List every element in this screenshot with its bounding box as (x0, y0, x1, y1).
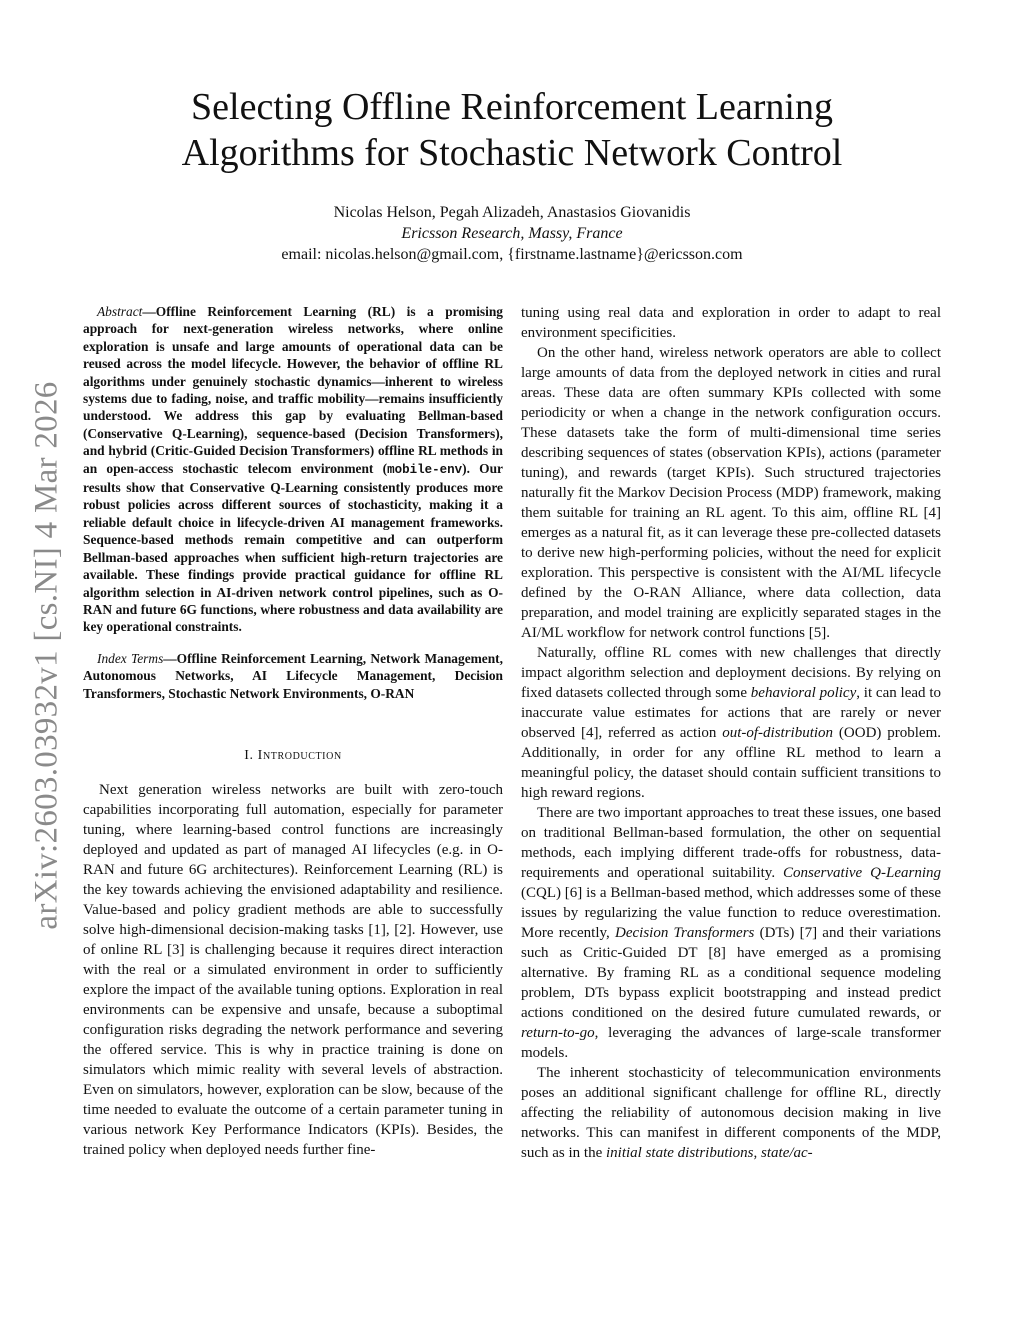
abstract-lead: Abstract (97, 304, 143, 319)
index-terms (83, 650, 503, 702)
p5-text-b: , (753, 1145, 762, 1161)
section-heading-introduction: I. Introduction (244, 747, 342, 763)
index-terms-text: —Offline Reinforcement Learning, Network Management, Autonomous Networks, AI Lifecycle Management, Decision Transformers, Stochastic Network Environments, O-RAN (83, 650, 503, 701)
index-terms-lead: Index Terms (97, 650, 164, 666)
p3-em-behavioral-policy: behavioral policy (750, 685, 857, 701)
p3-text-a: Naturally, offline RL comes with new challenges that directly impact algorithm selection and deployment decisions. By relying on fixed datasets collected through some (521, 645, 941, 701)
paper-title: Selecting Offline Reinforcement Learning Algorithms for Stochastic Network Control (181, 86, 843, 174)
intro-paragraph-5 (521, 1063, 941, 1163)
intro-paragraph-3 (521, 643, 941, 803)
p4-text-d: , leveraging the advances of large-scale transformer models. (521, 1025, 941, 1061)
p3-em-ood: out-of-distribution (722, 725, 834, 741)
abstract-text-1: —Offline Reinforcement Learning (RL) is a promising approach for next-generation wireless networks, where online exploration is unsafe and large amounts of operational data can be reused across the model lifecycle. However, the behavior of offline RL algorithms under genuinely stochastic dynamics—inherent to wireless systems due to fading, noise, and traffic mobility—remains insufficiently understood. We address this gap by evaluating Bellman-based (Conservative Q-Learning), sequence-based (Decision Transformers), and hybrid (Critic-Guided Decision Transformers) offline RL methods in an open-access stochastic telecom environment ( (83, 304, 503, 476)
p4-text-a: There are two important approaches to treat these issues, one based on traditional Bellman-based formulation, the other on sequential methods, each implying different trade-offs for robustness, data-requirements and operational suitability. (521, 805, 941, 881)
p4-text-b: (CQL) [6] is a Bellman-based method, which addresses some of these issues by regularizing the value function to reduce overestimation. More recently, (521, 885, 941, 941)
p3-text-c: (OOD) problem. Additionally, in order for any offline RL method to learn a meaningful policy, the dataset should contain sufficient transitions to high reward regions. (521, 725, 941, 801)
p5-text-a: The inherent stochasticity of telecommunication environments poses an additional significant challenge for offline RL, directly affecting the reliability of autonomous decision making in live networks. This can manifest in different components of the MDP, such as in the (521, 1065, 941, 1161)
p4-em-cql: Conservative Q-Learning (783, 865, 941, 881)
intro-paragraph-4 (521, 803, 941, 1063)
right-column (521, 303, 941, 1163)
left-column (83, 303, 503, 1160)
p4-text-c: (DTs) [7] and their variations such as Critic-Guided DT [8] have emerged as a promising alternative. By framing RL as a conditional sequence modeling problem, DTs bypass explicit bootstrapping and instead predict actions conditioned on the desired future cumulated rewards, or (521, 925, 941, 1021)
arxiv-identifier-text: arXiv:2603.03932v1 [cs.NI] 4 Mar 2026 (28, 380, 65, 930)
abstract-code-env: mobile-env (387, 462, 463, 477)
arxiv-identifier-stamp (22, 360, 72, 950)
author-block (120, 202, 904, 265)
author-names: Nicolas Helson, Pegah Alizadeh, Anastasios Giovanidis (333, 204, 691, 221)
p4-em-rtg: return-to-go (521, 1025, 595, 1041)
p3-text-b: , it can lead to inaccurate value estimates for actions that are rarely or never observed [4], referred as action (521, 685, 941, 741)
intro-paragraph-2: On the other hand, wireless network operators are able to collect large amounts of data from the deployed network in cities and rural areas. These data are often summary KPIs collected with some periodicity or when a change in the network configuration occurs. These datasets take the form of multi-dimensional time series describing sequences of states (observation KPIs), actions (parameter tuning), and rewards (target KPIs). Such structured trajectories naturally fit the Markov Decision Process (MDP) framework, making them suitable for training an RL agent. To this aim, offline RL [4] emerges as a natural fit, as it can leverage these pre-collected datasets to derive new high-performing policies, without the need for explicit exploration. This perspective is consistent with the AI/ML lifecycle defined by the O-RAN Alliance, where data collection, data preparation, and model training are explicitly separated stages in the AI/ML workflow for network control functions [5]. (521, 345, 941, 641)
p4-em-dt: Decision Transformers (615, 925, 755, 941)
abstract-text-2: ). Our results show that Conservative Q-Learning consistently produces more robust policies across different sources of stochasticity, making it a reliable default choice in lifecycle-driven AI management frameworks. Sequence-based methods remain competitive and can outperform Bellman-based approaches when sufficient high-return trajectories are available. These findings provide practical guidance for offline RL algorithm selection in AI-driven network control pipelines, such as O-RAN and future 6G functions, where robustness and data availability are key operational constraints. (83, 460, 503, 635)
p5-em-state-action: state/ac- (761, 1145, 813, 1161)
author-email: email: nicolas.helson@gmail.com, {firstname.lastname}@ericsson.com (281, 246, 743, 263)
p5-em-initial-state: initial state distributions (605, 1145, 754, 1161)
abstract (83, 303, 503, 636)
intro-paragraph-continued: tuning using real data and exploration in order to adapt to real environment specificities. (521, 305, 941, 341)
author-affiliation: Ericsson Research, Massy, France (401, 225, 623, 242)
intro-paragraph-1: Next generation wireless networks are built with zero-touch capabilities incorporating full automation, especially for parameter tuning, where learning-based control functions are increasingly deployed and updated as part of managed AI lifecycles (e.g. in O-RAN and future 6G architectures). Reinforcement Learning (RL) is the key towards achieving the envisioned adaptability and resilience. Value-based and policy gradient methods are able to successfully solve high-dimensional decision-making tasks [1], [2]. However, use of online RL [3] is challenging because it requires direct interaction with the real or a simulated environment in order to sufficiently explore the impact of the available tuning options. Exploration in real environments can be expensive and unsafe, because a suboptimal configuration risks degrading the network performance and severing the offered service. This is why in practice training is done on simulators which mimic reality with several levels of abstraction. Even on simulators, however, exploration can be slow, because of the time needed to evaluate the outcome of a certain parameter tuning in various network Key Performance Indicators (KPIs). Besides, the trained policy when deployed needs further fine- (83, 781, 503, 1158)
